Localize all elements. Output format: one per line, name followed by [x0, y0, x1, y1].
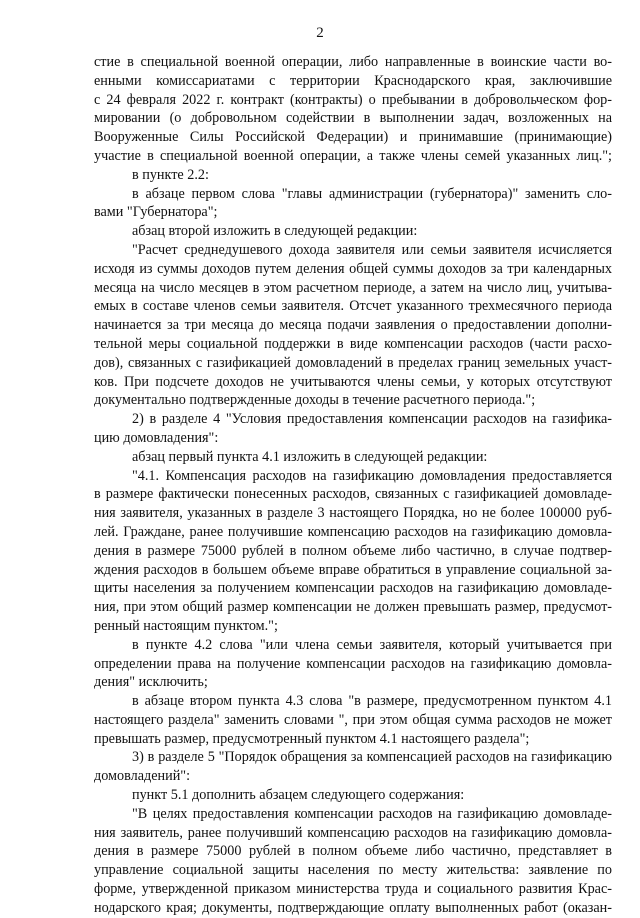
- text-line: щиты населения за получением компенсации расходов на газификацию домовладе-: [94, 580, 612, 597]
- text-line: управление социальной защиты населения по месту жительства: заявление по: [94, 862, 612, 879]
- text-line: енными комиссариатами с территории Краснодарского края, заключившие: [94, 72, 612, 89]
- text-line: вами "Губернатора";: [94, 204, 218, 221]
- text-line: в абзаце первом слова "главы администрации (губернатора)" заменить сло-: [132, 185, 612, 202]
- text-line: емых в составе членов семьи заявителя. Отсчет указанного трехмесячного периода: [94, 298, 612, 315]
- text-line: мировании (о добровольном содействии в выполнении задач, возложенных на: [94, 110, 612, 127]
- text-line: начинается за три месяца до месяца подачи заявления о предоставлении дополни-: [94, 317, 612, 334]
- text-line: дения в размере 75000 рублей в полном объеме либо частично, в случае подтвер-: [94, 542, 612, 559]
- text-line: нодарского края; документы, подтверждающие оплату выполненных работ (оказан-: [94, 899, 612, 916]
- text-line: ния заявителя, указанных в разделе 3 настоящего Порядка, но не более 100000 руб-: [94, 505, 612, 522]
- text-line: "В целях предоставления компенсации расходов на газификацию домовладе-: [132, 805, 612, 822]
- text-line: ния заявитель, ранее получивший компенсацию расходов на газификацию домовла-: [94, 824, 612, 841]
- text-line: ков. При подсчете доходов не учитываются члены семьи, у которых отсутствуют: [94, 373, 612, 390]
- text-line: "4.1. Компенсация расходов на газификацию домовладения предоставляется: [132, 467, 612, 484]
- text-line: дов), связанных с газификацией домовладений в пределах границ земельных участ-: [94, 354, 612, 371]
- text-line: определении права на получение компенсации расходов на газификацию домовла-: [94, 655, 612, 672]
- text-line: лей. Граждане, ранее получившие компенсацию расходов на газификацию домовла-: [94, 523, 612, 540]
- text-line: Вооруженные Силы Российской Федерации) и принимавшие (принимающие): [94, 129, 612, 146]
- text-line: в пункте 2.2:: [132, 166, 209, 183]
- text-line: превышать размер, предусмотренный пунктом 4.1 настоящего раздела";: [94, 730, 530, 747]
- text-line: в абзаце втором пункта 4.3 слова "в размере, предусмотренном пунктом 4.1: [132, 693, 612, 710]
- text-line: абзац второй изложить в следующей редакции:: [132, 223, 418, 240]
- text-line: дения в размере 75000 рублей в полном объеме либо частично, представляет в: [94, 843, 612, 860]
- text-line: 2) в разделе 4 "Условия предоставления компенсации расходов на газифика-: [132, 411, 612, 428]
- text-line: абзац первый пункта 4.1 изложить в следующей редакции:: [132, 448, 488, 465]
- text-line: месяца на число месяцев в этом расчетном периоде, а затем на число лиц, учитыва-: [94, 279, 612, 296]
- text-line: исходя из суммы доходов путем деления общей суммы доходов за три календарных: [94, 260, 612, 277]
- text-line: с 24 февраля 2022 г. контракт (контракты) о пребывании в добровольческом фор-: [94, 91, 612, 108]
- text-line: 3) в разделе 5 "Порядок обращения за компенсацией расходов на газификацию: [132, 749, 612, 766]
- text-line: дения" исключить;: [94, 674, 208, 691]
- page-number: 2: [316, 25, 324, 41]
- text-line: документально подтвержденные доходы в течение расчетного периода.";: [94, 392, 536, 409]
- text-line: пункт 5.1 дополнить абзацем следующего содержания:: [132, 787, 465, 804]
- text-line: ждения расходов в большем объеме вправе обратиться в управление социальной за-: [94, 561, 612, 578]
- text-line: форме, утвержденной приказом министерства труда и социального развития Крас-: [94, 881, 612, 898]
- text-line: "Расчет среднедушевого дохода заявителя или семьи заявителя исчисляется: [132, 241, 612, 258]
- document-body: [94, 53, 612, 918]
- text-line: цию домовладения":: [94, 429, 219, 446]
- text-line: тельной меры социальной поддержки в виде компенсации расходов (части расхо-: [94, 335, 612, 352]
- text-line: настоящего раздела" заменить словами ", при этом общая сумма расходов не может: [94, 711, 612, 728]
- text-line: ренный настоящим пунктом.";: [94, 617, 278, 634]
- text-line: в пункте 4.2 слова "или члена семьи заявителя, который учитывается при: [132, 636, 612, 653]
- text-line: домовладений":: [94, 768, 191, 785]
- text-line: стие в специальной военной операции, либо направленные в воинские части во-: [94, 54, 612, 70]
- text-line: ния, при этом общий размер компенсации не должен превышать размер, предусмот-: [94, 599, 612, 616]
- text-line: в размере фактически понесенных расходов, связанных с газификацией домовладе-: [94, 486, 612, 503]
- text-line: участие в специальной военной операции, а также члены семей указанных лиц.";: [94, 147, 612, 164]
